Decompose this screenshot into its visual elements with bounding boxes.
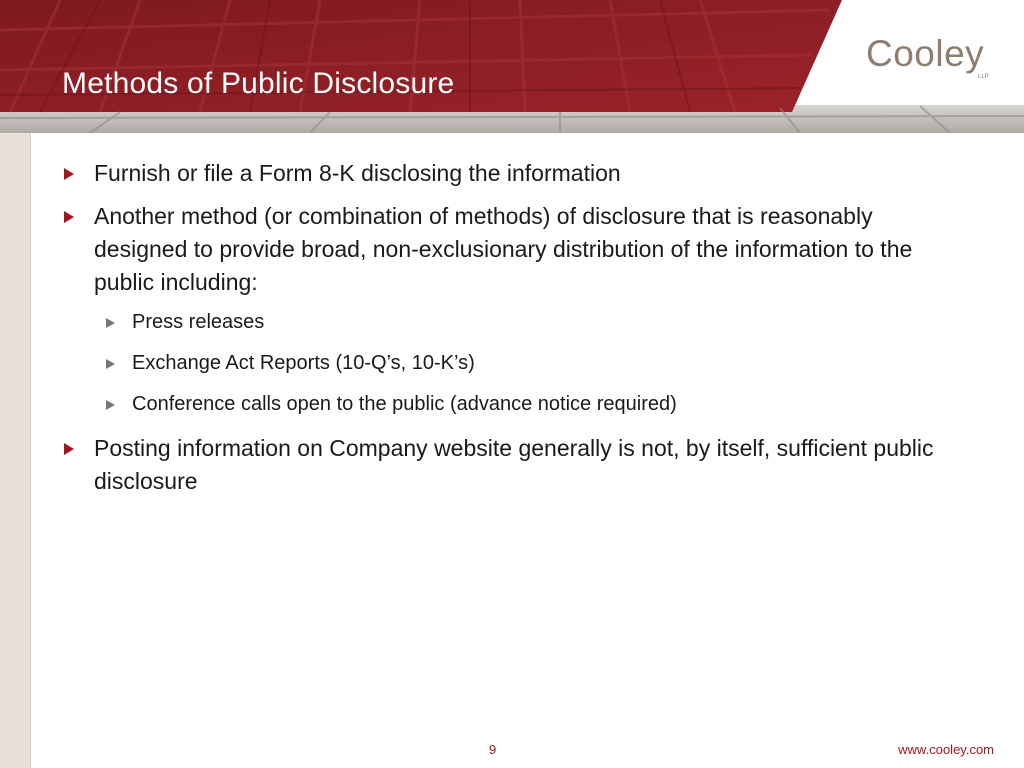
sub-bullet-text: Exchange Act Reports (10-Q’s, 10-K’s)	[132, 352, 475, 374]
slide-title: Methods of Public Disclosure	[62, 67, 455, 100]
sub-bullet-text: Press releases	[132, 311, 265, 333]
cooley-logo	[866, 34, 996, 86]
bullet-text: Furnish or file a Form 8-K disclosing the information	[94, 160, 621, 186]
bullet-item	[62, 432, 962, 498]
bullet-item	[62, 200, 962, 299]
bullet-text: Posting information on Company website generally is not, by itself, sufficient public disclosure	[94, 435, 934, 494]
logo-wordmark: Cooley	[866, 33, 985, 74]
slide-header	[0, 0, 1024, 133]
sub-bullet-item	[100, 309, 962, 336]
bullet-text: Another method (or combination of methods) of disclosure that is reasonably designed to provide broad, non-exclusionary distribution of the information to the public including:	[94, 203, 913, 295]
left-decorative-strip	[0, 133, 30, 768]
page-number: 9	[489, 742, 497, 757]
sub-bullet-arrow-icon	[106, 318, 115, 328]
slide-content	[62, 157, 962, 508]
sub-bullet-arrow-icon	[106, 400, 115, 410]
sub-bullet-arrow-icon	[106, 359, 115, 369]
bullet-item	[62, 157, 962, 190]
bullet-arrow-icon	[64, 168, 74, 180]
logo-llp: LLP	[978, 74, 989, 80]
bullet-arrow-icon	[64, 211, 74, 223]
left-strip-divider	[30, 133, 31, 768]
sub-bullet-text: Conference calls open to the public (advance notice required)	[132, 393, 677, 415]
bullet-arrow-icon	[64, 443, 74, 455]
sub-bullet-item	[100, 391, 962, 418]
sub-bullet-item	[100, 350, 962, 377]
footer-website-link[interactable]: www.cooley.com	[898, 742, 994, 757]
